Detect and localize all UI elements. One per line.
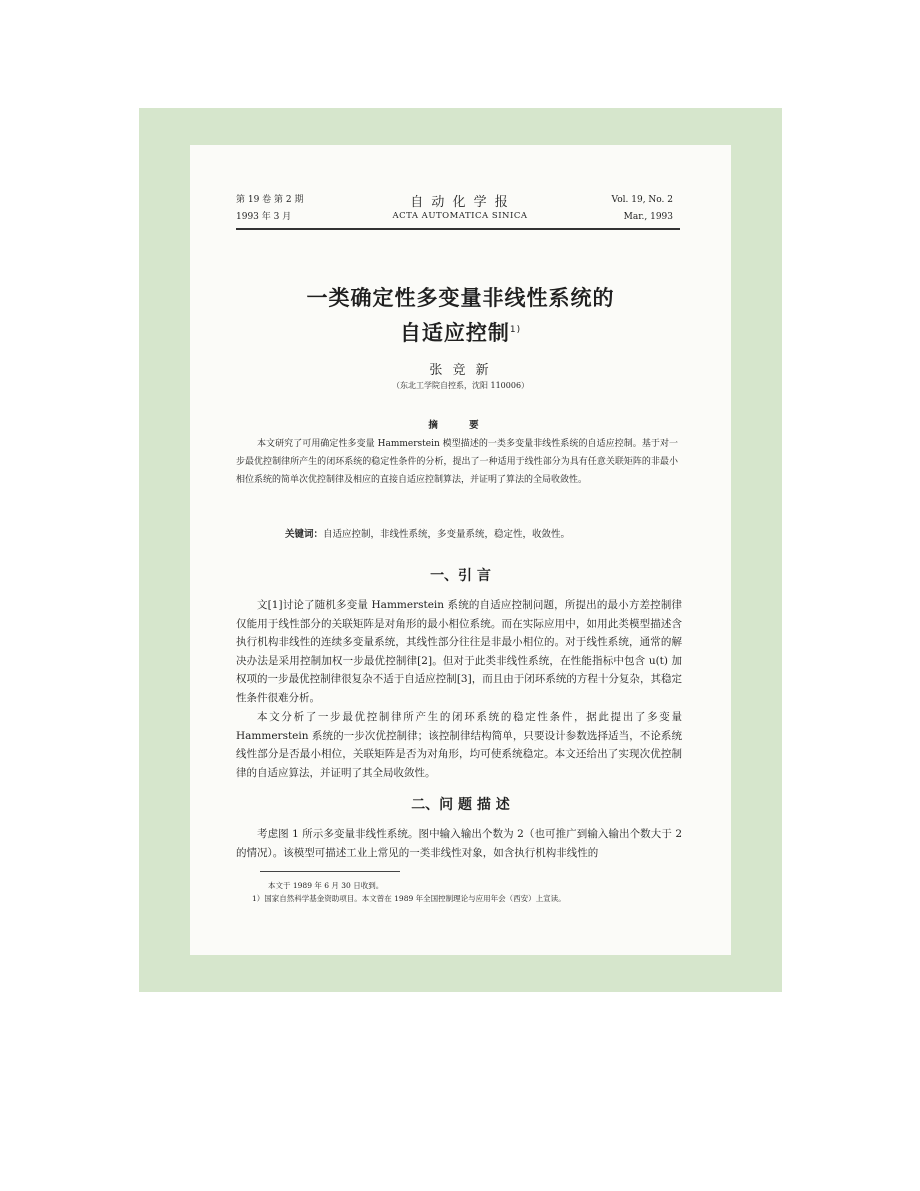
intro-paragraph-1: 文[1]讨论了随机多变量 Hammerstein 系统的自适应控制问题，所提出的最小方差控制律仅能用于线性部分的关联矩阵是对角形的最小相位系统。而在实际应用中，如用此类模型描述含执行机构非线性的连续多变量系统，其线性部分往往是非最小相位的。对于线性系统，通常的解决办法是采用控制加权一步最优控制律[2]。但对于此类非线性系统，在性能指标中包含 u(t) 加权项的一步最优控制律很复杂不适于自适应控制[3]，而且由于闭环系统的方程十分复杂，其稳定性条件很难分析。 bbox=[236, 599, 682, 704]
journal-name-en: ACTA AUTOMATICA SINICA bbox=[392, 211, 528, 221]
issue-date-en: Mar., 1993 bbox=[623, 212, 673, 222]
paper-title-line2 bbox=[190, 317, 731, 347]
issue-date: 1993 年 3 月 bbox=[236, 212, 292, 222]
volume-issue-en: Vol. 19, No. 2 bbox=[611, 195, 673, 205]
footnote-received: 本文于 1989 年 6 月 30 日收到。 bbox=[268, 881, 384, 890]
footnote-funding: 1）国家自然科学基金资助项目。本文曾在 1989 年全国控制理论与应用年会（西安）上宣读。 bbox=[252, 894, 566, 903]
journal-name-cn: 自 动 化 学 报 bbox=[410, 195, 510, 210]
author-affiliation: （东北工学院自控系，沈阳 110006） bbox=[391, 381, 530, 390]
keywords-list: 自适应控制，非线性系统，多变量系统，稳定性，收敛性。 bbox=[323, 529, 571, 540]
section-title-problem: 二、问 题 描 述 bbox=[411, 797, 510, 813]
abstract-heading: 摘 要 bbox=[428, 420, 493, 431]
volume-issue: 第 19 卷 第 2 期 bbox=[236, 195, 304, 205]
paper-title-line2-text: 自适应控制 bbox=[399, 321, 510, 345]
section-title-introduction: 一、引 言 bbox=[430, 568, 491, 584]
title-footnote-marker: 1) bbox=[509, 325, 522, 335]
keywords-line bbox=[285, 526, 570, 540]
paper-page bbox=[190, 145, 731, 955]
header-rule bbox=[236, 228, 680, 230]
abstract-body: 本文研究了可用确定性多变量 Hammerstein 模型描述的一类多变量非线性系统的自适应控制。基于对一步最优控制律所产生的闭环系统的稳定性条件的分析，提出了一种适用于线性部分为具有任意关联矩阵的非最小相位系统的简单次优控制律及相应的直接自适应控制算法，并证明了算法的全局收敛性。 bbox=[236, 439, 678, 485]
author-name: 张 竞 新 bbox=[429, 363, 492, 378]
keywords-label: 关键词： bbox=[285, 529, 324, 540]
intro-paragraph-2: 本文分析了一步最优控制律所产生的闭环系统的稳定性条件，据此提出了多变量 Hammerstein 系统的一步次优控制律；该控制律结构简单，只要设计参数选择适当，不论系统线性部分是否最小相位，关联矩阵是否为对角形，均可使系统稳定。本文还给出了实现次优控制律的自适应算法，并证明了其全局收敛性。 bbox=[236, 711, 682, 779]
paper-title-line1: 一类确定性多变量非线性系统的 bbox=[306, 286, 615, 310]
problem-paragraph-1: 考虑图 1 所示多变量非线性系统。图中输入输出个数为 2（也可推广到输入输出个数大于 2 的情况）。该模型可描述工业上常见的一类非线性对象，如含执行机构非线性的 bbox=[236, 828, 682, 859]
footnote-rule bbox=[260, 871, 400, 872]
